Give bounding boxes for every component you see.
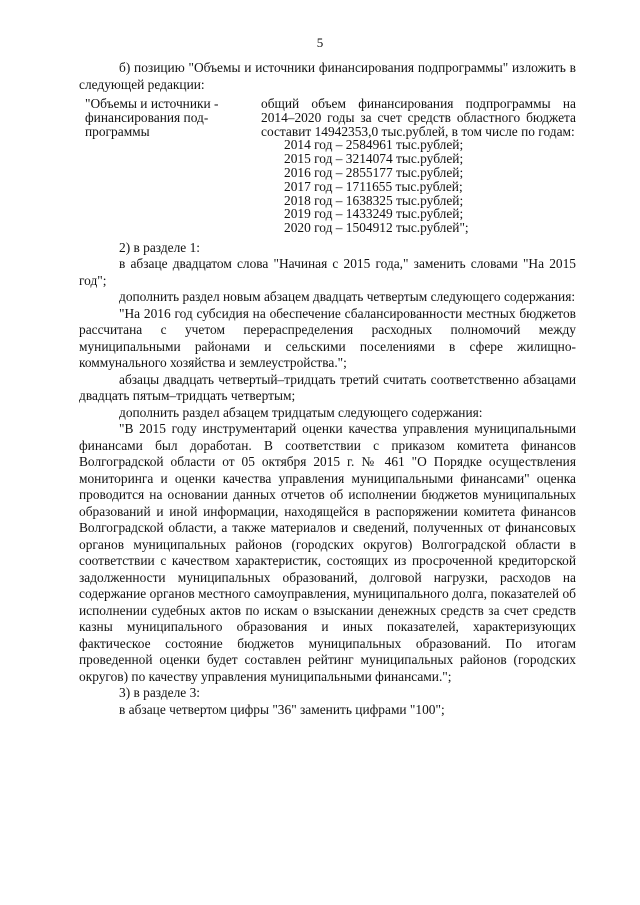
year-item: 2015 год – 3214074 тыс.рублей; xyxy=(284,151,464,167)
year-item: 2019 год – 1433249 тыс.рублей; xyxy=(284,206,464,222)
year-item: 2017 год – 1711655 тыс.рублей; xyxy=(284,178,463,194)
intro-paragraph: б) позицию "Объемы и источники финансирования подпрограммы" изложить в следующей редакции: xyxy=(79,60,576,92)
year-item: 2016 год – 2855177 тыс.рублей; xyxy=(284,164,464,180)
paragraph: "На 2016 год субсидия на обеспечение сбалансированности местных бюджетов рассчитана с учетом перераспределения расходных полномочий между муниципальными районами и сельскими поселениями в сфере жилищно-коммунального хозяйства и землеустройства."; xyxy=(79,305,576,371)
paragraph: абзацы двадцать четвертый–тридцать третий считать соответственно абзацами двадцать пятым–тридцать четвертым; xyxy=(79,371,576,404)
year-item: 2014 год – 2584961 тыс.рублей; xyxy=(284,137,464,153)
page-number: 5 xyxy=(316,35,324,50)
paragraph: дополнить раздел новым абзацем двадцать четвертым следующего содержания: xyxy=(119,289,576,305)
table-left-cell: "Объемы и источники - финансирования под-программы xyxy=(85,96,219,139)
paragraph: 3) в разделе 3: xyxy=(119,685,201,701)
table-total-text: общий объем финансирования подпрограммы на 2014–2020 годы за счет средств областного бюджета составит 14942353,0 тыс.рублей, в том числе по годам: xyxy=(261,96,576,139)
paragraph: в абзаце двадцатом слова "Начиная с 2015 года," заменить словами "На 2015 год"; xyxy=(79,256,576,288)
year-item: 2020 год – 1504912 тыс.рублей"; xyxy=(284,220,469,236)
year-item: 2018 год – 1638325 тыс.рублей; xyxy=(284,192,464,208)
paragraph: в абзаце четвертом цифры "36" заменить цифрами "100"; xyxy=(119,701,445,717)
paragraph: дополнить раздел абзацем тридцатым следующего содержания: xyxy=(119,404,483,420)
document-body xyxy=(79,60,576,718)
years-list xyxy=(261,138,576,235)
paragraph: 2) в разделе 1: xyxy=(119,239,201,255)
table-right-cell xyxy=(249,97,576,235)
financing-table xyxy=(79,97,576,235)
paragraph: "В 2015 году инструментарий оценки качества управления муниципальными финансами был доработан. В соответствии с приказом комитета финансов Волгоградской области от 05 октября 2015 г. № 461 "О Порядке осуществления мониторинга и оценки качества управления муниципальными финансами" оценка проводится на основании данных отчетов об исполнении бюджетов муниципальных образований и иной информации, находящейся в распоряжении комитета финансов Волгоградской области, а также материалов и сведений, полученных от финансовых органов муниципальных районов (городских округов) Волгоградской области в соответствии с качеством характеристик, состоящих из просроченной кредиторской задолженности муниципальных образований, долговой нагрузки, расходов на содержание органов местного самоуправления, муниципального долга, показателей об исполнении судебных актов по искам о взыскании денежных средств за счет средств казны муниципального образования и иных показателей, характеризующих фактическое состояние бюджетов муниципальных образований. По итогам проведенной оценки будет составлен рейтинг муниципальных районов (городских округов) по качеству управления муниципальными финансами."; xyxy=(79,421,576,684)
